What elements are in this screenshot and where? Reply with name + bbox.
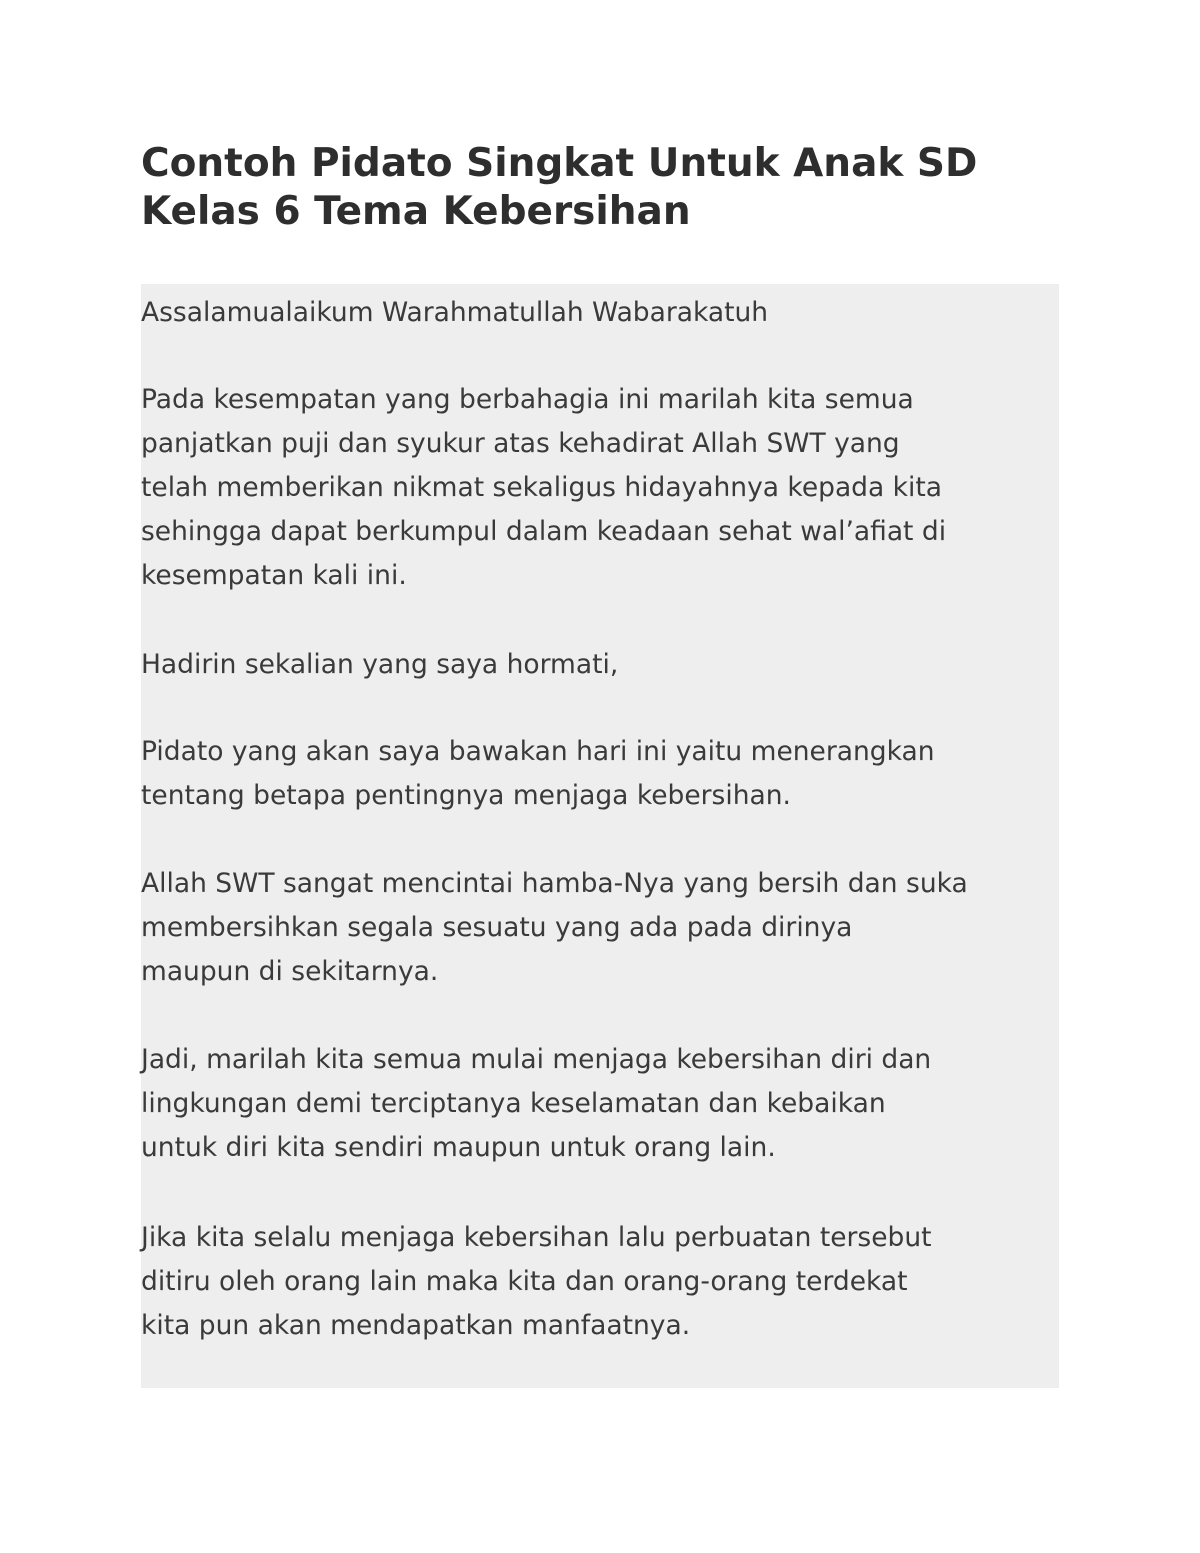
text-line: kesempatan kali ini. (141, 560, 407, 591)
text-line: telah memberikan nikmat sekaligus hidayahnya kepada kita (141, 472, 943, 503)
page-title-line-1: Contoh Pidato Singkat Untuk Anak SD (141, 141, 978, 186)
text-line: tentang betapa pentingnya menjaga kebersihan. (141, 780, 791, 811)
text-line: lingkungan demi terciptanya keselamatan dan kebaikan (141, 1088, 886, 1119)
text-line: membersihkan segala sesuatu yang ada pada dirinya (141, 912, 853, 943)
speech-text-box (141, 284, 1059, 1388)
text-line: Hadirin sekalian yang saya hormati, (141, 649, 619, 680)
paragraph-topic (141, 730, 1059, 818)
text-line: ditiru oleh orang lain maka kita dan orang-orang terdekat (141, 1266, 908, 1297)
text-line: Jadi, marilah kita semua mulai menjaga kebersihan diri dan (141, 1044, 932, 1075)
text-line: Allah SWT sangat mencintai hamba-Nya yang bersih dan suka (141, 868, 968, 899)
paragraph-opening (141, 378, 1059, 598)
text-line: maupun di sekitarnya. (141, 956, 439, 987)
text-line: Jika kita selalu menjaga kebersihan lalu perbuatan tersebut (141, 1222, 932, 1253)
page-title (141, 140, 1041, 236)
text-line: sehingga dapat berkumpul dalam keadaan sehat wal’afiat di (141, 516, 947, 547)
text-line: untuk diri kita sendiri maupun untuk orang lain. (141, 1132, 776, 1163)
paragraph-allah-loves-clean (141, 862, 1059, 994)
text-line: panjatkan puji dan syukur atas kehadirat Allah SWT yang (141, 428, 900, 459)
paragraph-address (141, 643, 1059, 687)
paragraph-call-to-action (141, 1038, 1059, 1170)
text-line: Pada kesempatan yang berbahagia ini marilah kita semua (141, 384, 914, 415)
paragraph-greeting (141, 291, 1059, 335)
text-line: Pidato yang akan saya bawakan hari ini yaitu menerangkan (141, 736, 935, 767)
text-line: Assalamualaikum Warahmatullah Wabarakatuh (141, 297, 769, 328)
text-line: kita pun akan mendapatkan manfaatnya. (141, 1310, 691, 1341)
page-title-line-2: Kelas 6 Tema Kebersihan (141, 189, 691, 234)
paragraph-benefit (141, 1216, 1059, 1348)
